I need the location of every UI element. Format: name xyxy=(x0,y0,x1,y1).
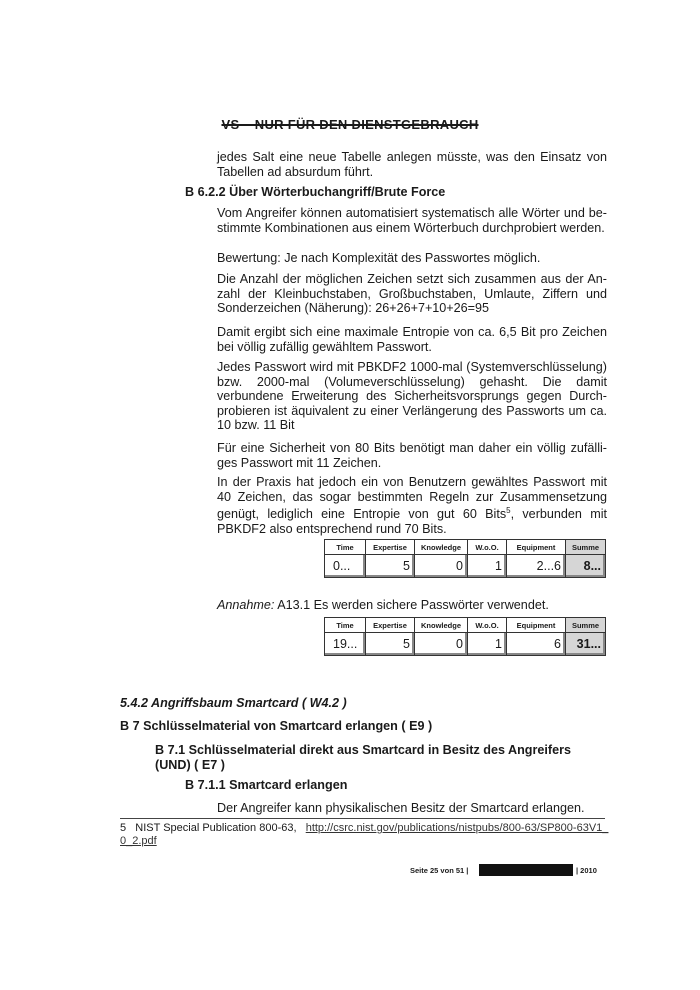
redaction-bar xyxy=(479,864,573,876)
cell-woo: 1 xyxy=(468,555,507,578)
cell-expertise: 5 xyxy=(366,555,415,578)
assumption-line xyxy=(217,598,607,613)
col-expertise: Expertise xyxy=(366,618,415,633)
col-woo: W.o.O. xyxy=(468,540,507,555)
paragraph-entropy: Damit ergibt sich eine maximale Entropie von ca. 6,5 Bit pro Zeichen bei völlig zufällig gewähltem Passwort. xyxy=(217,325,607,354)
cell-time: 0... xyxy=(325,555,366,578)
col-equipment: Equipment xyxy=(507,618,566,633)
col-summe: Summe xyxy=(566,618,606,633)
paragraph-pbkdf2: Jedes Passwort wird mit PBKDF2 1000-mal (Systemverschlüsselung) bzw. 2000-mal (Volumeverschlüsselung) gehasht. Die damit verbundene Erweiterung des Sicherheitsvorsprungs gegen Durchprobieren ist äquivalent zu einer Verlängerung des Passworts um ca. 10 bzw. 11 Bit xyxy=(217,360,607,433)
paragraph-wordlist-attack: Vom Angreifer können automatisiert systematisch alle Wörter und bestimmte Kombinationen aus einem Wörterbuch durchprobiert werden. xyxy=(217,206,607,235)
heading-b7: B 7 Schlüsselmaterial von Smartcard erlangen ( E9 ) xyxy=(120,719,433,733)
col-equipment: Equipment xyxy=(507,540,566,555)
cell-equipment: 2...6 xyxy=(507,555,566,578)
footnote-link[interactable]: http://csrc.nist.gov/publications/nistpubs/800-63/SP800-63V1_0_2.pdf xyxy=(120,822,609,847)
col-knowledge: Knowledge xyxy=(415,540,468,555)
footnote-ref: 5 xyxy=(506,506,511,516)
col-summe: Summe xyxy=(566,540,606,555)
col-expertise: Expertise xyxy=(366,540,415,555)
cell-equipment: 6 xyxy=(507,633,566,656)
cell-expertise: 5 xyxy=(366,633,415,656)
footer-page-number: Seite 25 von 51 | xyxy=(410,866,469,875)
paragraph-intro: jedes Salt eine neue Tabelle anlegen müsste, was den Einsatz von Tabellen ad absurdum führt. xyxy=(217,150,607,179)
footnote xyxy=(120,822,610,848)
cell-knowledge: 0 xyxy=(415,555,468,578)
col-time: Time xyxy=(325,540,366,555)
practice-text-b: , verbunden mit PBKDF2 also entsprechend rund 70 Bits. xyxy=(217,507,607,536)
practice-text-a: In der Praxis hat jedoch ein von Benutzern gewähltes Passwort mit 40 Zeichen, das sogar bestimmten Regeln zur Zusammensetzung genügt, lediglich eine Entropie von gut 60 Bits xyxy=(217,475,607,522)
paragraph-practice xyxy=(217,475,607,537)
assumption-text: A13.1 Es werden sichere Passwörter verwendet. xyxy=(274,598,549,612)
cell-summe: 31... xyxy=(566,633,606,656)
col-knowledge: Knowledge xyxy=(415,618,468,633)
paragraph-assessment: Bewertung: Je nach Komplexität des Passwortes möglich. xyxy=(217,251,541,265)
heading-b622: B 6.2.2 Über Wörterbuchangriff/Brute Force xyxy=(185,185,446,199)
footnote-text: NIST Special Publication 800-63, xyxy=(135,822,300,834)
heading-542: 5.4.2 Angriffsbaum Smartcard ( W4.2 ) xyxy=(120,696,347,710)
cell-summe: 8... xyxy=(566,555,606,578)
paragraph-80-bits: Für eine Sicherheit von 80 Bits benötigt man daher ein völlig zufälliges Passwort mit 11 Zeichen. xyxy=(217,441,607,470)
assumption-label: Annahme: xyxy=(217,598,275,612)
footnote-divider xyxy=(120,818,605,819)
classification-header: VS – NUR FÜR DEN DIENSTGEBRAUCH xyxy=(221,117,479,132)
heading-b711: B 7.1.1 Smartcard erlangen xyxy=(185,778,348,792)
footer-year: | 2010 xyxy=(576,866,597,875)
rating-table-2 xyxy=(324,617,606,656)
cell-time: 19... xyxy=(325,633,366,656)
cell-woo: 1 xyxy=(468,633,507,656)
paragraph-character-count: Die Anzahl der möglichen Zeichen setzt sich zusammen aus der Anzahl der Kleinbuchstaben, Großbuchstaben, Umlaute, Ziffern und Sonderzeichen (Näherung): 26+26+7+10+26=95 xyxy=(217,272,607,316)
footnote-number: 5 xyxy=(120,822,127,834)
heading-b71: B 7.1 Schlüsselmaterial direkt aus Smartcard in Besitz des Angreifers (UND) ( E7 ) xyxy=(155,743,571,772)
cell-knowledge: 0 xyxy=(415,633,468,656)
paragraph-smartcard: Der Angreifer kann physikalischen Besitz der Smartcard erlangen. xyxy=(217,801,585,815)
col-time: Time xyxy=(325,618,366,633)
rating-table-1 xyxy=(324,539,606,578)
col-woo: W.o.O. xyxy=(468,618,507,633)
